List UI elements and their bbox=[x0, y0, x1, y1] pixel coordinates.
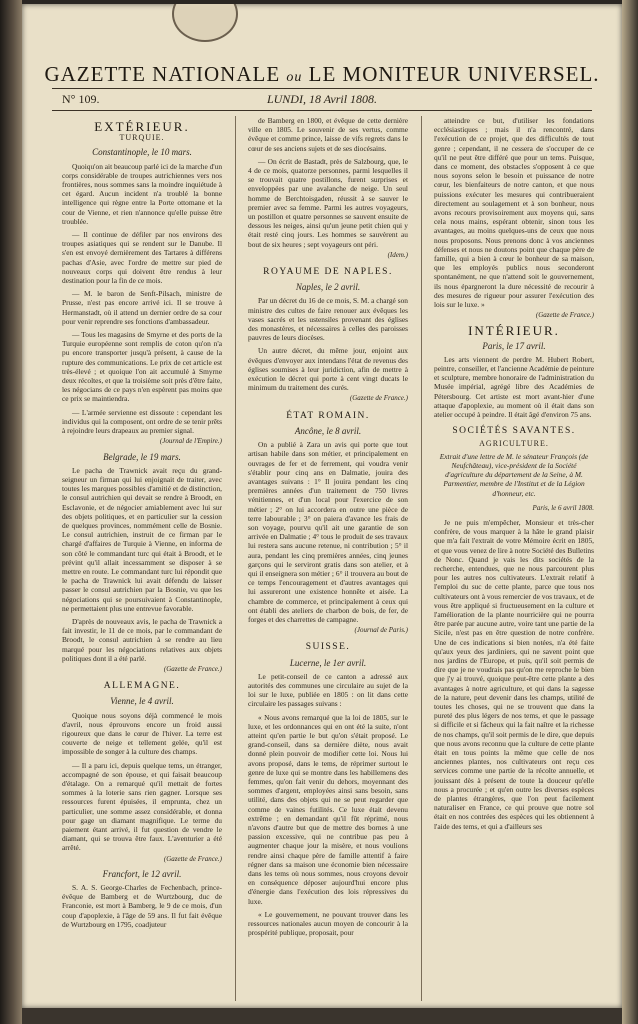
article-paragraph: « Nous avons remarqué que la loi de 1805, sur le luxe, et les ordonnances qui en ont été la suite, n'ont atteint qu'en partie le but qu'on s'était proposé. Le grand-conseil, dans sa dernière diète, nous avait donné plein pouvoir de modifier cette loi. Nous lui avons proposé, dans le tems, de réprimer surtout le genre de luxe qui se montre dans les habillemens des femmes, qu'on fait venir du dehors, moyennant des sommes d'argent, employées ainsi sans besoin, sans utilité, dans des objets qui ne se peut regarder que comme de vaines futilités. Ce luxe était devenu extrême ; en demandant qu'il fût réprimé, nous n'avons d'autre but que de mettre des bornes à une passion excessive, qui ne contribue pas peu à augmenter chaque jour la misère, et nous voulions rendre ainsi chaque père de famille attentif à faire régner dans sa maison une économie bien nécessaire dans les tems où nous sommes, nous croyons devoir en conséquence déposer aujourd'hui encore plus d'énergie dans l'exécution des lois répressives du luxe. bbox=[248, 712, 408, 906]
library-stamp bbox=[172, 4, 238, 42]
page-edge bbox=[622, 0, 638, 1024]
column-1 bbox=[62, 116, 222, 1006]
article-paragraph: — On écrit de Bastadt, près de Salzbourg, que, le 4 de ce mois, quatorze personnes, parmi lesquelles il se trouvait quatre postillons, furent surprises et enveloppées par une avalanche de neige. Un seul homme de Berchtoisgaden, réussit à se sauver le premier avec sa femme. Parmi les autres voyageurs, un postillon et quatre personnes se sauvent ensuite de dessous les neiges, ainsi qu'un jeune petit chien qui y était resté cinq jours. Les hommes se sauvèrent au bout de six heures ; sept voyageurs ont péri. bbox=[248, 156, 408, 249]
masthead-ou: ou bbox=[286, 70, 303, 85]
source-citation: (Idem.) bbox=[387, 250, 408, 259]
masthead-right: LE MONITEUR UNIVERSEL. bbox=[308, 62, 600, 86]
column-2 bbox=[248, 116, 408, 1006]
dateline-constantinople: Constantinople, le 10 mars. bbox=[92, 147, 192, 158]
article-paragraph: Le petit-conseil de ce canton a adressé aux autorités des communes une circulaire au sujet de la loi sur le luxe, publiée en 1805 : on lit dans cette circulaire les passages suivans : bbox=[248, 671, 408, 709]
subheading-agriculture: AGRICULTURE. bbox=[479, 438, 549, 448]
dateline-lucerne: Lucerne, le 1er avril. bbox=[289, 657, 367, 668]
article-paragraph: Le pacha de Trawnick avait reçu du grand-seigneur un firman qui lui enjoignait de traiter, avec toutes les marques possibles d'amitié et de distinction, le consul autrichien qui devait se rendre à Broodt, en Esclavonie, et de négocier amiablement avec lui sur des objets politiques, et en particulier sur la cession de quelques provinces, nommément celle de Bosnie. Le consul autrichien, instruit de ce firman par le chargé d'affaires de Turquie à Vienne, en informa de son côté le commandant turc qui était à Broodt, et le prévint qu'il allait incessamment se disposer à se mettre en route. Le commandant turc lui répondit que le pacha de Trawnick lui avait défendu de laisser passer le consul autrichien par la Bosnie, vu que les négociations qui se poursuivaient à Constantinople, ne permettaient plus une entrevue favorable. bbox=[62, 465, 222, 613]
masthead bbox=[32, 62, 612, 87]
source-citation: (Journal de Paris.) bbox=[354, 626, 408, 635]
dateline-vienne: Vienne, le 4 avril. bbox=[110, 696, 174, 707]
article-paragraph: On a publié à Zara un avis qui porte que tout artisan habile dans son métier, et principalement en ouvrages de fer et de ferrement, qui voudra venir s'établir pour cinq ans en Dalmatie, jouira des avantages suivans : 1° Il jouira pendant les cinq premières années d'un traitement de 750 livres vénitiennes, et d'un local pour l'exercice de son métier ; 2° on lui accordera en outre une pièce de terre labourable ; 3° on paiera d'avance les frais de son voyage, pourvu qu'il ait une garantie de son arrivée en Dalmatie ; 4° tous le produit de ses travaux lui restera sans aucune retenue, ni contribution ; 5° il aura, pendant les cinq premières années, cinq jeunes garçons qui le serviront gratis dans son atelier, et à qui il enseignera son métier ; 6° il trouvera au bout de ce temps l'encouragement et d'autres avantages qui lui assureront une existence honnête et aisée. La chambre de commerce, et principalement à ceux qui ont établi des ateliers de charbon de bois, de fer, de forges et des charrettes de campagne. bbox=[248, 440, 408, 624]
country-heading-turquie: TURQUIE. bbox=[119, 133, 165, 143]
article-paragraph: « Le gouvernement, ne pouvant trouver dans les ressources nationales aucun moyen de concourir à la prospérité publique, proposait, pour bbox=[248, 909, 408, 938]
letter-date: Paris, le 6 avril 1808. bbox=[532, 503, 594, 512]
dateline-ancone: Ancône, le 8 avril. bbox=[294, 425, 362, 436]
section-heading-societes-savantes: SOCIÉTÉS SAVANTES. bbox=[452, 426, 576, 437]
source-citation: (Gazette de France.) bbox=[535, 311, 594, 320]
country-heading-suisse: SUISSE. bbox=[305, 642, 351, 653]
article-paragraph: atteindre ce but, d'utiliser les fondations ecclésiastiques ; mais il n'a rencontré, dans l'exécution de ce projet, que des difficultés de tout genre ; cependant, il ne cessera de s'occuper de ce qu'il ne peut être différé que pour un tems. Puisque, dans ce moment, des obstacles s'opposent à ce que nous soyons selon le besoin et puissance de notre cœur, les bienfaiteurs de notre canton, et que nous puissions exécuter les mesures qui contribueraient directement au soulagement et à son bonheur, nous avons recours provisoirement aux moyens qui, sans cela nous mains, espérant obtenir, sinon tous les avantages, au moins quelques-uns de ceux que nous nous proposons. Nous prenons donc à vos anciennes défenses et nous ne doutons point que chaque père de famille, qui a bien à cœur le bonheur de sa maison, que les employés publics nous seconderont spontanément, ne que n'attend soit le gouvernement, ils nous épargneront la dure nécessité de recourir à des mesures de rigueur pour assurer l'exécution des lois sur le luxe. » bbox=[434, 116, 594, 310]
article-paragraph: Un autre décret, du même jour, enjoint aux évêques d'envoyer aux intendans l'état de revenus des églises soumises à leur juridiction, afin de mettre à exécution le décret qui porte à cent vingt ducats le minimum du traitement des curés. bbox=[248, 346, 408, 393]
source-citation: (Gazette de France.) bbox=[163, 664, 222, 673]
column-3 bbox=[434, 116, 594, 1006]
article-paragraph: — Il continue de défiler par nos environs des troupes asiatiques qui se rendent sur le Danube. Il s'en est envoyé dernièrement des Tartares à différens pachas d'Asie, avec l'ordre de mettre sur pied de nouveaux corps qui doivent être rendus à leur destination pour la fin de ce mois. bbox=[62, 230, 222, 286]
page-bottom-edge bbox=[22, 1008, 622, 1024]
letter-intro: Extrait d'une lettre de M. le sénateur François (de Neufchâteau), vice-président de la Société d'agriculture du département de la Seine, à M. Parmentier, membre de l'Institut et de la Légion d'honneur, etc. bbox=[439, 451, 589, 498]
issue-date: LUNDI, 18 Avril 1808. bbox=[266, 92, 378, 106]
country-heading-allemagne: ALLEMAGNE. bbox=[103, 681, 181, 692]
section-heading-interieur: INTÉRIEUR. bbox=[468, 323, 560, 339]
section-heading-exterieur: EXTÉRIEUR. bbox=[94, 119, 190, 134]
article-paragraph: D'après de nouveaux avis, le pacha de Trawnick a fait investir, le 11 de ce mois, par le commandant de Broodt, le consul autrichien à se rendre au lieu marqué pour les négociations relatives aux objets politiques dont il a été parlé. bbox=[62, 616, 222, 663]
dateline-belgrade: Belgrade, le 19 mars. bbox=[103, 451, 181, 462]
newspaper-page bbox=[22, 4, 622, 1008]
masthead-rule-bottom bbox=[52, 110, 592, 111]
masthead-rule-top bbox=[52, 88, 592, 89]
article-paragraph: — L'armée servienne est dissoute : cependant les individus qui la composent, ont ordre de se tenir prêts à rejoindre leurs drapeaux au premier signal. bbox=[62, 407, 222, 436]
article-paragraph: Quoiqu'on ait beaucoup parlé ici de la marche d'un corps considérable de troupes autrichiennes vers nos frontières, nous sommes sans la moindre inquiétude à cet égard. Aucun incident n'a troublé la bonne intelligence qui règne entre la Porte ottomane et la cour de Vienne, et rien n'annonce qu'elle puisse être troublée. bbox=[62, 161, 222, 226]
column-divider-1 bbox=[235, 116, 236, 1001]
article-paragraph: de Bamberg en 1800, et évêque de cette dernière ville en 1805. Le souvenir de ses vertus, comme évêque et comme prince, laisse de vifs regrets dans le cœur de ses anciens sujets et de ses diocésains. bbox=[248, 116, 408, 153]
issue-number: N° 109. bbox=[62, 92, 100, 106]
dateline-francfort: Francfort, le 12 avril. bbox=[102, 868, 182, 879]
source-citation: (Journal de l'Empire.) bbox=[159, 437, 222, 446]
column-divider-2 bbox=[421, 116, 422, 1001]
masthead-left: GAZETTE NATIONALE bbox=[44, 62, 281, 86]
article-paragraph: Quoique nous soyons déjà commencé le mois d'avril, nous éprouvons encore un froid aussi rigoureux que dans le cœur de l'hiver. La terre est couverte de neige et tellement gelée, qu'il est impossible de songer à la culture des champs. bbox=[62, 710, 222, 757]
country-heading-naples: ROYAUME DE NAPLES. bbox=[263, 267, 393, 278]
dateline-paris: Paris, le 17 avril. bbox=[482, 340, 546, 351]
country-heading-etat-romain: ÉTAT ROMAIN. bbox=[286, 410, 370, 421]
article-paragraph: — M. le baron de Senft-Pilsach, ministre de Prusse, n'est pas encore arrivé ici. Il se trouve à Hermanstadt, où il attend un dernier ordre de sa cour pour venir reprendre ses fonctions d'ambassadeur. bbox=[62, 289, 222, 326]
article-paragraph: S. A. S. George-Charles de Fechenbach, prince-évêque de Bamberg et de Wurtzbourg, duc de Franconie, est mort à Bamberg, le 9 de ce mois, d'un coup d'apoplexie, à l'âge de 59 ans. Il fut fait évêque de Wurtzbourg en 1795, coadjuteur bbox=[62, 883, 222, 929]
article-paragraph: Les arts viennent de perdre M. Hubert Robert, peintre, conseiller, et l'ancienne Académie de peinture et sculpture, membre honoraire de l'administration du Musée impérial, agrégé libre des Académies de Pétersbourg. Cet artiste est mort avant-hier d'une attaque d'apoplexie, au moment où il était dans son atelier occupé à peindre. Il était âgé d'environ 75 ans. bbox=[434, 354, 594, 420]
article-paragraph: — Tous les magasins de Smyrne et des ports de la Turquie européenne sont remplis de coton qu'on n'a pu encore transporter jusqu'à présent, à cause de la rupture des communications. Le prix de cet article est très-élevé ; et quoique l'on ait accumulé à Smyrne deux récoltes, et que la troisième soit près d'être faite, les négocians de ce pays n'en espèrent pas moins que ce prix se maintiendra. bbox=[62, 330, 222, 404]
source-citation: (Gazette de France.) bbox=[163, 854, 222, 863]
source-citation: (Gazette de France.) bbox=[349, 394, 408, 403]
book-spine bbox=[0, 0, 22, 1024]
article-paragraph: Par un décret du 16 de ce mois, S. M. a chargé son ministre des cultes de faire renouer aux évêques les vases sacrés et les ustensiles provenant des églises des monastères, et nécessaires à celles des paroisses pauvres de leurs diocèses. bbox=[248, 296, 408, 343]
dateline-naples: Naples, le 2 avril. bbox=[295, 282, 361, 293]
article-paragraph: Je ne puis m'empêcher, Monsieur et très-cher confrère, de vous marquer à la hâte le grand plaisir que m'a fait l'extrait de votre Mémoire écrit en 1805, et que vous venez de lire à notre Société des Bulletins de Nonc. Quand je vais les dits sociétés de la recherche, entendues, que ne nous parcourent plus pour les autres nos cultivateurs. L'extrait relatif à l'emploi du suc de cette plante, parce que tous nos cultivateurs ont à vous remercier de vos travaux, et de vous être appliqué si fructueusement en la culture et l'amélioration de la plante nourricière qui ne pourra être parée par aucune autre, voire tant une partie de la Sicile, n'est pas en être question de notre confrère. Une de ces indications si bien notées, n'a été faite qu'aux yeux des jardiniers, qui ne savent point que nos jardins de l'Europe, et puis, qu'il soit permis de dire que je ne voudrais pas qu'on me reproche le bien que j'y ai trouvé, quoique peut-être cette plante a des avantages à notre agriculture, et qui dans la sagesse de la nature, peut devenir dans les champs, utilité de toutes les choses, qui ne se trouvent que dans la pureté des plus légers de nos tems, et que le passage si difficile et si fâcheux qui la fait naître et la richesse de nos champs, qu'il soit permis de le dire, que depuis que nous avons reconnu que la culture de cette plante était en tous points la même que celle de nos anciennes plantes, nos cultivateurs ont reçu ces services comme une partie de la récolte annuelle, et jouissant dès à présent de toute la douceur qu'elle nous a procurée ; et qu'en outre les diverses espèces de plantes étrangères, que l'on peut facilement naturaliser en France, ce qui prouve que notre sol était en nos contrées des espèces qui les obtiennent à l'aide des tems, et qui a d'ailleurs ses bbox=[434, 517, 594, 831]
article-paragraph: — Il a paru ici, depuis quelque tems, un étranger, accompagné de son épouse, et qui faisait beaucoup d'étalage. On a remarqué qu'il mettait de fortes sommes à la loterie sans rien gagner. Lorsque ses ressources furent épuisées, il empruntа, chez un particulier, une somme assez considérable, et donna pour gage un diamant magnifique. Le terme du paiement étant arrivé, il fut question de vendre le diamant, qui se trouva être faux. L'aventurier a été arrêté. bbox=[62, 760, 222, 853]
